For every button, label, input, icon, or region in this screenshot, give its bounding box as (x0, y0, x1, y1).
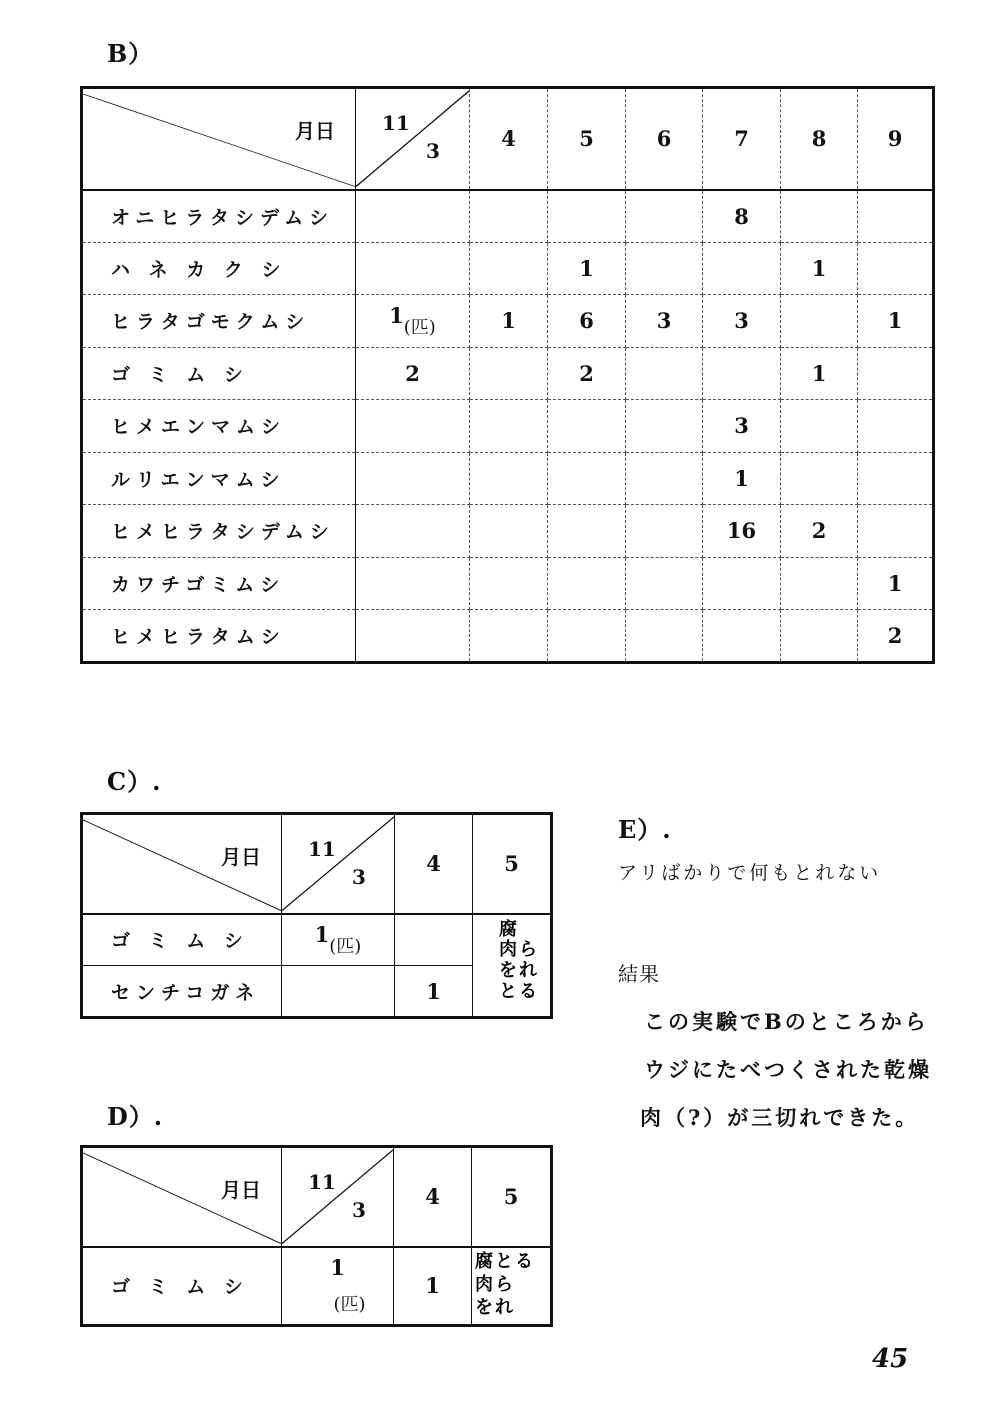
table-d-note (472, 1247, 552, 1326)
table-c-col-header: 5 (473, 814, 552, 914)
table-b-cell (858, 505, 934, 558)
table-b-cell (703, 347, 781, 400)
table-b-first-cell (356, 347, 470, 400)
table-b-cell (781, 610, 858, 663)
table-b-cell (548, 557, 626, 610)
table-c-unit: (匹) (329, 935, 362, 957)
table-d-date-month: 11 (308, 1170, 336, 1194)
table-b-first-cell (356, 242, 470, 295)
table-b-cell (858, 452, 934, 505)
table-c-cell (395, 914, 473, 966)
table-d-corner-label: 月日 (221, 1178, 261, 1202)
table-d-first-cell (282, 1247, 394, 1326)
table-c (80, 812, 553, 1019)
table-b-cell (470, 400, 548, 453)
svg-text:ら: ら (518, 939, 537, 961)
table-d-col-header: 5 (472, 1147, 552, 1247)
table-b-cell (470, 557, 548, 610)
table-b-cell (548, 610, 626, 663)
table-d-first-value: 1 (330, 1255, 345, 1280)
svg-text:を: を (475, 1296, 493, 1318)
section-e-text: アリばかりで何もとれない (618, 862, 882, 884)
table-b-row (82, 610, 934, 663)
table-b-cell: 2 (781, 505, 858, 558)
result-line: この実験でBのところから (644, 1009, 929, 1034)
table-b-date-day: 3 (426, 139, 440, 163)
table-b-row-name: カワチゴミムシ (82, 557, 356, 610)
table-b-corner (82, 88, 356, 190)
table-b-corner-label: 月日 (295, 119, 335, 143)
table-b-cell (858, 347, 934, 400)
table-b-row-name: ルリエンマムシ (82, 452, 356, 505)
table-c-row-name: センチコガネ (82, 966, 282, 1018)
table-b-cell (781, 400, 858, 453)
table-b-first-cell (356, 295, 470, 348)
table-b-cell (858, 190, 934, 243)
table-b-cell (626, 557, 703, 610)
table-b-cell (548, 400, 626, 453)
table-c-col-header: 4 (395, 814, 473, 914)
table-b-cell: 3 (626, 295, 703, 348)
table-b-row (82, 505, 934, 558)
table-b-cell: 6 (548, 295, 626, 348)
table-b-row (82, 557, 934, 610)
table-b-row-name: ヒメヒラタムシ (82, 610, 356, 663)
table-d (80, 1145, 553, 1327)
table-b-first-value: 2 (405, 360, 420, 386)
table-c-date-month: 11 (308, 837, 336, 861)
table-c-row-name: ゴ ミ ム シ (82, 914, 282, 966)
table-b-cell: 1 (470, 295, 548, 348)
table-b-cell (703, 610, 781, 663)
table-b-cell (626, 400, 703, 453)
table-b-row-name: オニヒラタシデムシ (82, 190, 356, 243)
table-b-cell (470, 505, 548, 558)
page-number: 45 (872, 1344, 909, 1374)
table-b-col-header: 9 (858, 88, 934, 190)
table-b-cell (548, 505, 626, 558)
table-b-row (82, 242, 934, 295)
table-b-cell: 1 (781, 242, 858, 295)
table-b-cell (470, 190, 548, 243)
table-b-cell (858, 400, 934, 453)
table-b-col-header: 5 (548, 88, 626, 190)
table-b-date-month: 11 (382, 111, 410, 135)
table-b-row-name: ハ ネ カ ク シ (82, 242, 356, 295)
table-b-cell: 1 (858, 295, 934, 348)
table-b-cell: 1 (703, 452, 781, 505)
table-b-cell (781, 295, 858, 348)
table-c-date-cell (282, 814, 395, 914)
result-line: 肉（?）が三切れできた。 (640, 1105, 920, 1130)
table-b-col-header: 6 (626, 88, 703, 190)
result-line: ウジにたべつくされた乾燥 (644, 1057, 932, 1082)
table-b-cell: 3 (703, 400, 781, 453)
table-b-first-cell (356, 400, 470, 453)
section-e-label: E）. (618, 815, 672, 844)
table-b-row-name: ヒメヒラタシデムシ (82, 505, 356, 558)
table-b-cell: 8 (703, 190, 781, 243)
table-b-cell: 1 (548, 242, 626, 295)
table-b-col-header: 7 (703, 88, 781, 190)
table-b-cell (858, 242, 934, 295)
table-d-header-row (82, 1147, 552, 1247)
table-b-row-name: ゴ ミ ム シ (82, 347, 356, 400)
table-b-header-row (82, 88, 934, 190)
table-b-first-cell (356, 610, 470, 663)
table-b-cell: 1 (781, 347, 858, 400)
table-b-row-name: ヒメエンマムシ (82, 400, 356, 453)
table-b-unit: (匹) (403, 316, 436, 338)
table-d-date-day: 3 (352, 1198, 366, 1222)
table-b-cell (548, 190, 626, 243)
table-b-first-cell (356, 557, 470, 610)
table-c-corner-label: 月日 (221, 845, 261, 869)
table-b-cell (781, 452, 858, 505)
table-d-note-text (473, 1248, 549, 1324)
table-c-first-value: 1 (314, 921, 330, 947)
table-c-header-row (82, 814, 552, 914)
table-b-row (82, 347, 934, 400)
table-b-row (82, 452, 934, 505)
table-b-date-cell (356, 88, 470, 190)
svg-text:肉: 肉 (498, 939, 517, 961)
table-b (80, 86, 935, 664)
table-c-note-text (477, 915, 547, 1015)
table-b-cell (548, 452, 626, 505)
table-d-unit: (匹) (333, 1294, 366, 1315)
svg-text:と: と (498, 981, 517, 1003)
table-b-row (82, 295, 934, 348)
table-b-cell: 1 (858, 557, 934, 610)
svg-text:る: る (515, 1250, 533, 1272)
table-d-row-name: ゴ ミ ム シ (82, 1247, 282, 1326)
table-b-cell (626, 452, 703, 505)
table-b-first-value: 1 (389, 302, 404, 328)
table-d-corner (82, 1147, 282, 1247)
table-c-merged-note (473, 914, 552, 1018)
svg-text:ら: ら (495, 1273, 513, 1295)
table-b-cell (470, 610, 548, 663)
table-b-cell (781, 190, 858, 243)
table-b-row-name: ヒラタゴモクムシ (82, 295, 356, 348)
table-b-cell: 2 (858, 610, 934, 663)
svg-text:れ: れ (518, 960, 537, 982)
svg-text:れ: れ (495, 1296, 513, 1318)
svg-text:肉: 肉 (475, 1273, 493, 1295)
table-c-first-cell (282, 914, 395, 966)
table-d-cell: 1 (394, 1247, 472, 1326)
svg-text:を: を (498, 960, 517, 982)
table-b-cell (470, 452, 548, 505)
table-c-first-cell (282, 966, 395, 1018)
table-b-cell: 2 (548, 347, 626, 400)
table-c-cell: 1 (395, 966, 473, 1018)
table-b-cell (626, 347, 703, 400)
table-b-col-header: 4 (470, 88, 548, 190)
table-b-first-cell (356, 452, 470, 505)
svg-text:と: と (495, 1250, 513, 1272)
table-c-corner (82, 814, 282, 914)
table-b-row (82, 400, 934, 453)
table-b-cell: 16 (703, 505, 781, 558)
svg-text:腐: 腐 (498, 919, 517, 941)
table-b-cell (470, 242, 548, 295)
section-d-label: D）. (107, 1102, 164, 1131)
table-b-cell (626, 610, 703, 663)
table-b-cell (470, 347, 548, 400)
table-b-cell (703, 242, 781, 295)
section-b-label: B） (107, 39, 154, 68)
table-c-date-day: 3 (352, 865, 366, 889)
table-c-row (82, 914, 552, 966)
table-b-col-header: 8 (781, 88, 858, 190)
table-b-first-cell (356, 190, 470, 243)
section-c-label: C）. (107, 767, 162, 796)
table-b-first-cell (356, 505, 470, 558)
table-d-col-header: 4 (394, 1147, 472, 1247)
table-d-row (82, 1247, 552, 1326)
result-heading: 結果 (618, 962, 660, 986)
svg-text:る: る (518, 981, 537, 1003)
table-b-cell: 3 (703, 295, 781, 348)
table-b-cell (626, 505, 703, 558)
table-b-cell (626, 242, 703, 295)
table-b-row (82, 190, 934, 243)
table-d-date-cell (282, 1147, 394, 1247)
svg-text:腐: 腐 (475, 1250, 493, 1272)
table-b-cell (781, 557, 858, 610)
table-b-cell (703, 557, 781, 610)
table-b-cell (626, 190, 703, 243)
